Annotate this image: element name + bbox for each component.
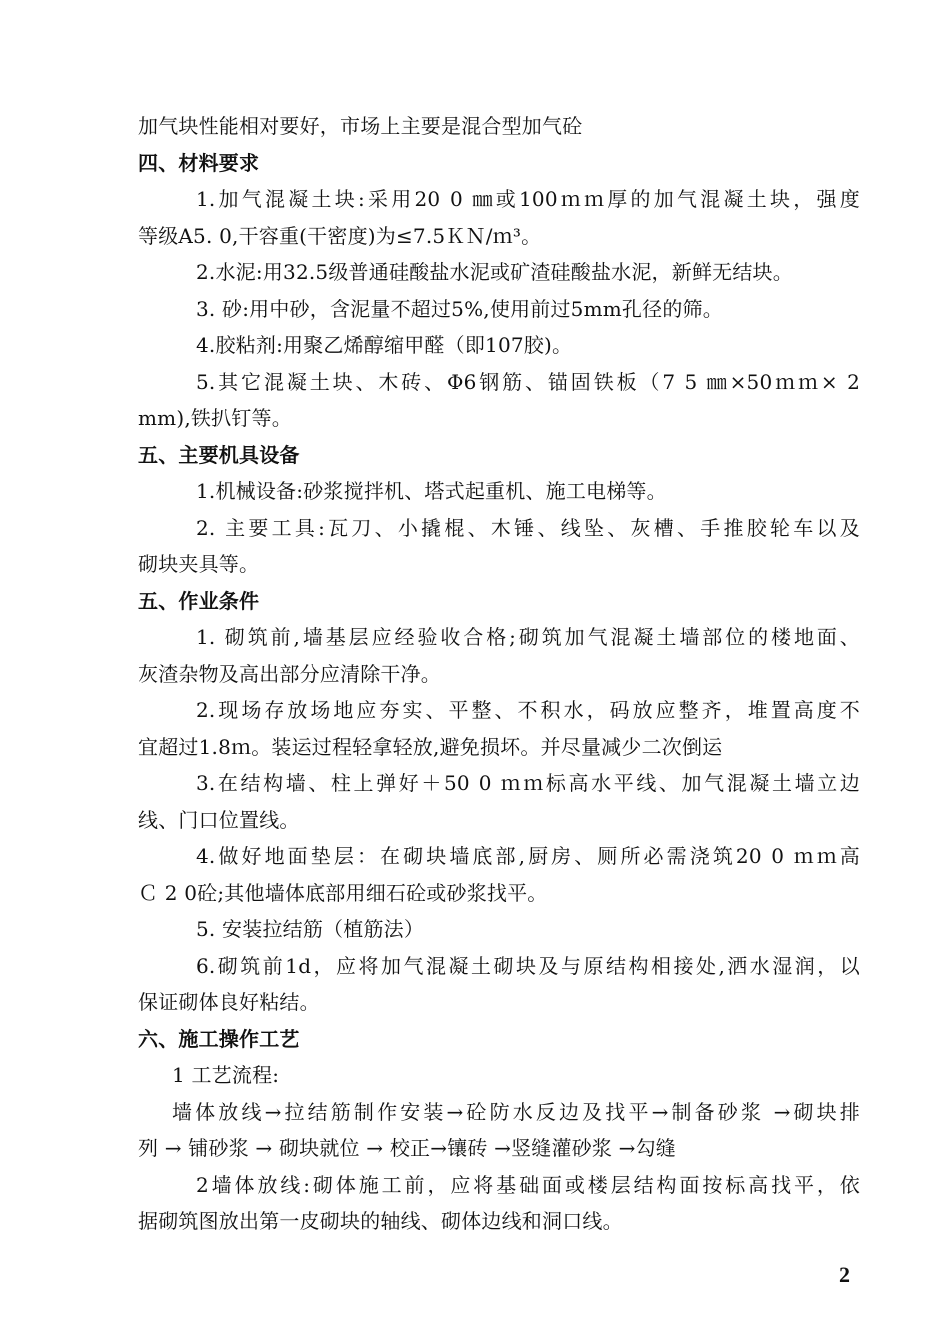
paragraph-line: 2. 主要工具:瓦刀、小撬棍、木锤、线坠、灰槽、手推胶轮车以及 (196, 515, 860, 540)
paragraph-line: 保证砌体良好粘结。 (138, 990, 320, 1014)
paragraph-line: 3. 砂:用中砂，含泥量不超过5%,使用前过5mm孔径的筛。 (196, 296, 723, 321)
section-heading-conditions: 五、作业条件 (138, 588, 260, 613)
paragraph-line: 砌块夹具等。 (138, 552, 260, 576)
paragraph-line: 1. 砌筑前,墙基层应经验收合格;砌筑加气混凝土墙部位的楼地面、 (196, 625, 860, 649)
paragraph-line: 线、门口位置线。 (138, 807, 300, 832)
paragraph-line: 5. 安装拉结筋（植筋法） (196, 917, 425, 941)
paragraph-line: 加气块性能相对要好，市场上主要是混合型加气砼 (138, 114, 583, 138)
section-heading-materials: 四、材料要求 (138, 150, 260, 175)
section-heading-process: 六、施工操作工艺 (138, 1026, 300, 1051)
paragraph-line: 灰渣杂物及高出部分应清除干净。 (138, 661, 441, 686)
document-body (138, 108, 860, 1240)
paragraph-line: 列 → 铺砂浆 → 砌块就位 → 校正→镶砖 →竖缝灌砂浆 →勾缝 (138, 1136, 677, 1160)
paragraph-line: 3.在结构墙、柱上弹好＋50 0 ｍｍ标高水平线、加气混凝土墙立边 (196, 771, 860, 795)
paragraph-line: 6.砌筑前1d，应将加气混凝土砌块及与原结构相接处,洒水湿润，以 (196, 953, 860, 978)
paragraph-line: 4.做好地面垫层：在砌块墙底部,厨房、厕所必需浇筑20 0 ｍｍ高 (196, 844, 860, 868)
paragraph-line: Ｃ 2 0砼;其他墙体底部用细石砼或砂浆找平。 (138, 880, 548, 905)
paragraph-line: 宜超过1.8ｍ。装运过程轻拿轻放,避免损坏。并尽量减少二次倒运 (138, 734, 723, 759)
page-number: 2 (839, 1262, 850, 1287)
paragraph-line: 1.加气混凝土块:采用20 0 ㎜或100ｍｍ厚的加气混凝土块，强度 (196, 187, 860, 211)
paragraph-line: 1.机械设备:砂浆搅拌机、塔式起重机、施工电梯等。 (196, 479, 667, 503)
paragraph-line: 2墙体放线:砌体施工前，应将基础面或楼层结构面按标高找平，依 (196, 1172, 860, 1197)
paragraph-line: 2.现场存放场地应夯实、平整、不积水，码放应整齐，堆置高度不 (196, 698, 860, 722)
paragraph-line: 5.其它混凝土块、木砖、Φ6钢筋、锚固铁板（7 5 ㎜×50ｍｍ× 2 (196, 369, 860, 394)
paragraph-line: 据砌筑图放出第一皮砌块的轴线、砌体边线和洞口线。 (138, 1209, 623, 1233)
paragraph-line: 4.胶粘剂:用聚乙烯醇缩甲醛（即107胶)。 (196, 333, 573, 357)
paragraph-line: 等级A5. 0,干容重(干密度)为≤7.5ＫＮ/ｍ³。 (138, 223, 542, 248)
section-heading-equipment: 五、主要机具设备 (138, 442, 300, 467)
paragraph-line: 墙体放线→拉结筋制作安装→砼防水反边及找平→制备砂浆 →砌块排 (172, 1099, 860, 1124)
paragraph-line: 1 工艺流程: (172, 1063, 280, 1087)
paragraph-line: mm),铁扒钉等。 (138, 406, 292, 430)
paragraph-line: 2.水泥:用32.5级普通硅酸盐水泥或矿渣硅酸盐水泥，新鲜无结块。 (196, 260, 793, 284)
